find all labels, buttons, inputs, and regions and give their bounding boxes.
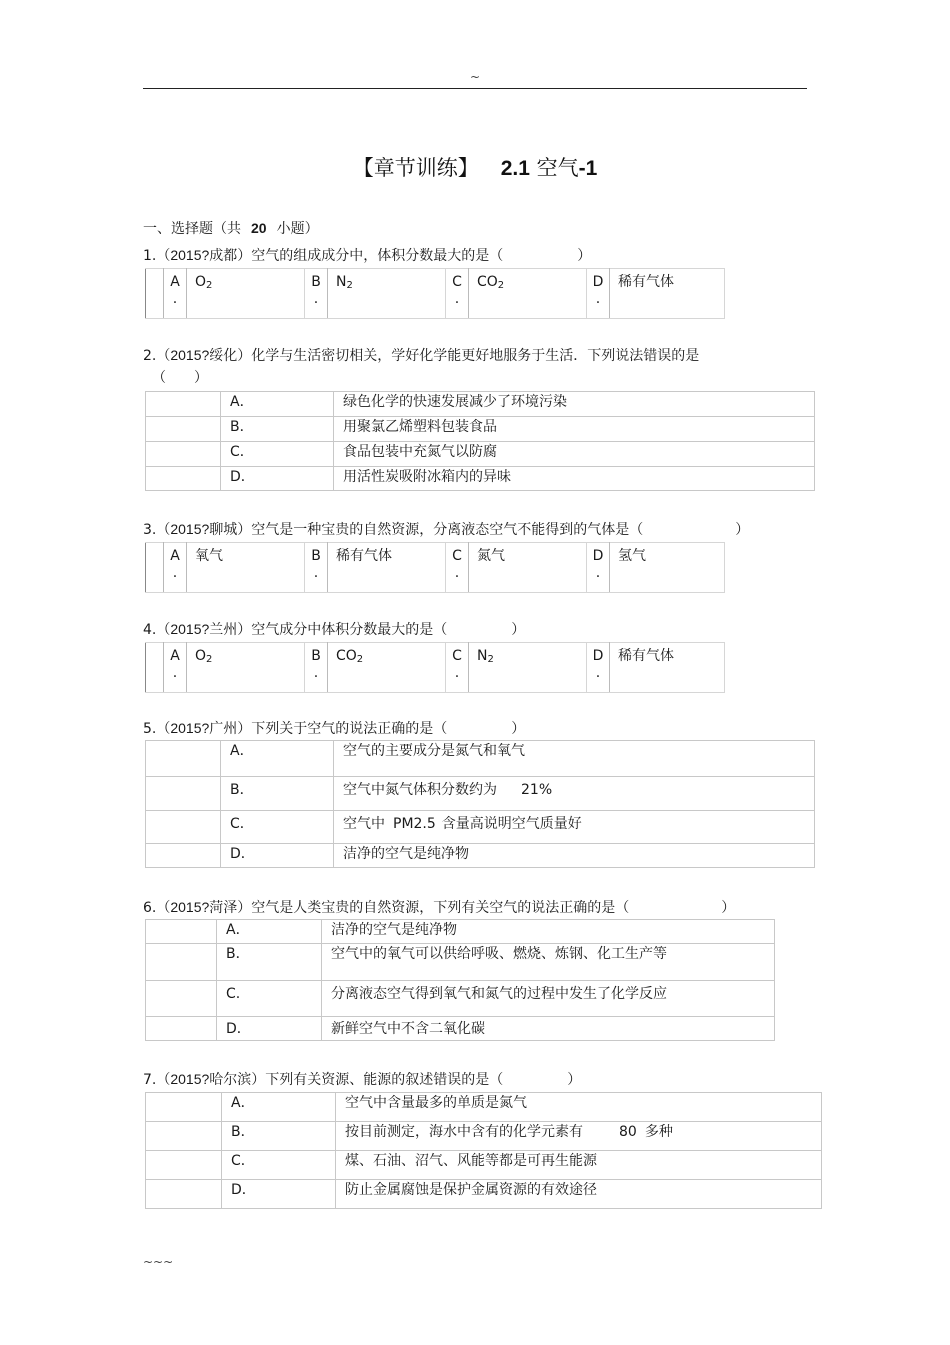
answer-close-paren: ） <box>567 1072 582 1088</box>
question-number: 1. <box>143 248 157 264</box>
options-table-6 <box>145 919 775 1041</box>
option-b-text[interactable]: 空气中的氧气可以供给呼吸、燃烧、炼钢、化工生产等 <box>322 944 775 981</box>
option-c-letter[interactable]: C． <box>221 811 334 844</box>
option-a-letter[interactable]: A . <box>164 543 187 593</box>
question-6 <box>143 896 735 919</box>
answer-close-paren: ） <box>735 522 750 538</box>
option-c-letter[interactable]: C. <box>217 981 322 1017</box>
options-table-4 <box>145 642 725 693</box>
option-d-text[interactable]: 防止金属腐蚀是保护金属资源的有效途径 <box>336 1180 822 1209</box>
section-count: 20 <box>251 220 267 236</box>
question-number: 5. <box>143 721 157 737</box>
option-c-text[interactable]: $N_2$ <box>469 643 587 693</box>
option-c-letter[interactable]: C． <box>222 1151 336 1180</box>
option-a-letter[interactable]: A . <box>164 269 187 319</box>
answer-close-paren: ） <box>511 622 526 638</box>
document-title <box>0 152 950 182</box>
option-a-text[interactable]: $O_2$ <box>187 269 305 319</box>
question-1 <box>143 244 591 267</box>
option-b-text[interactable]: $N_2$ <box>328 269 446 319</box>
header-rule <box>143 88 807 89</box>
option-d-text[interactable]: 用活性炭吸附冰箱内的异味 <box>334 467 815 491</box>
question-text: 空气成分中体积分数最大的是（ <box>251 622 448 638</box>
question-number: 4. <box>143 622 157 638</box>
options-table-2 <box>145 391 815 491</box>
options-table-1 <box>145 268 725 319</box>
option-c-text[interactable]: 食品包装中充氮气以防腐 <box>334 442 815 467</box>
header-mark: ~ <box>469 70 481 84</box>
option-c-text[interactable]: 分离液态空气得到氧气和氮气的过程中发生了化学反应 <box>322 981 775 1017</box>
question-3 <box>143 518 749 541</box>
question-source: （2015?兰州） <box>156 621 252 637</box>
option-b-text[interactable]: 稀有气体 <box>328 543 446 593</box>
option-a-text[interactable]: 洁净的空气是纯净物 <box>322 920 775 944</box>
option-a-text[interactable]: 空气中含量最多的单质是氮气 <box>336 1093 822 1122</box>
options-table-7 <box>145 1092 822 1209</box>
question-4 <box>143 618 525 641</box>
question-source: （2015?菏泽） <box>156 899 252 915</box>
option-b-letter[interactable]: B． <box>221 777 334 811</box>
option-c-text[interactable]: 煤、石油、沼气、风能等都是可再生能源 <box>336 1151 822 1180</box>
option-d-letter[interactable]: D． <box>221 844 334 868</box>
option-c-letter[interactable]: C . <box>446 269 469 319</box>
option-a-text[interactable]: 氧气 <box>187 543 305 593</box>
question-text: 下列有关资源、能源的叙述错误的是（ <box>265 1072 504 1088</box>
options-table-3 <box>145 542 725 593</box>
question-text: 下列关于空气的说法正确的是（ <box>251 721 448 737</box>
option-b-letter[interactable]: B . <box>305 543 328 593</box>
option-c-letter[interactable]: C． <box>221 442 334 467</box>
question-text: 空气的组成成分中，体积分数最大的是（ <box>251 248 504 264</box>
footer-mark: ~~~ <box>143 1255 174 1269</box>
option-c-text[interactable]: 氮气 <box>469 543 587 593</box>
option-b-text[interactable]: $CO_2$ <box>328 643 446 693</box>
option-d-letter[interactable]: D . <box>587 643 610 693</box>
section-label-pre: 一、选择题（共 <box>143 221 241 237</box>
option-a-letter[interactable]: A . <box>164 643 187 693</box>
option-c-letter[interactable]: C . <box>446 643 469 693</box>
section-label-post: 小题） <box>276 221 319 237</box>
option-a-letter[interactable]: A． <box>221 741 334 777</box>
question-source: （2015?聊城） <box>156 521 252 537</box>
option-d-letter[interactable]: D . <box>587 269 610 319</box>
question-text: 空气是一种宝贵的自然资源，分离液态空气不能得到的气体是（ <box>251 522 644 538</box>
option-b-text[interactable]: 空气中氮气体积分数约为 21% <box>334 777 815 811</box>
question-text: 空气是人类宝贵的自然资源，下列有关空气的说法正确的是（ <box>251 900 630 916</box>
title-suffix: -1 <box>578 157 598 180</box>
question-2 <box>143 344 699 367</box>
option-b-letter[interactable]: B． <box>221 417 334 442</box>
answer-close-paren: ） <box>721 900 736 916</box>
title-prefix: 【章节训练】 <box>352 156 479 180</box>
question-number: 2. <box>143 348 157 364</box>
option-b-letter[interactable]: B． <box>217 944 322 981</box>
option-d-letter[interactable]: D． <box>222 1180 336 1209</box>
question-number: 6. <box>143 900 157 916</box>
option-c-text[interactable]: $CO_2$ <box>469 269 587 319</box>
question-number: 3. <box>143 522 157 538</box>
option-b-text[interactable]: 按目前测定，海水中含有的化学元素有 80 多种 <box>336 1122 822 1151</box>
option-b-text[interactable]: 用聚氯乙烯塑料包装食品 <box>334 417 815 442</box>
section-heading <box>143 218 319 238</box>
question-text: 化学与生活密切相关，学好化学能更好地服务于生活．下列说法错误的是 <box>251 348 700 364</box>
option-d-letter[interactable]: D． <box>217 1017 322 1041</box>
question-2-continuation: （ ） <box>152 370 208 386</box>
option-a-text[interactable]: 空气的主要成分是氮气和氧气 <box>334 741 815 777</box>
options-table-5 <box>145 740 815 868</box>
question-source: （2015?绥化） <box>156 347 252 363</box>
option-d-text[interactable]: 新鲜空气中不含二氧化碳 <box>322 1017 775 1041</box>
question-7 <box>143 1068 581 1091</box>
question-source: （2015?成都） <box>156 247 252 263</box>
option-a-letter[interactable]: A． <box>221 392 334 417</box>
option-a-text[interactable]: 绿色化学的快速发展减少了环境污染 <box>334 392 815 417</box>
option-c-letter[interactable]: C . <box>446 543 469 593</box>
option-b-letter[interactable]: B . <box>305 643 328 693</box>
option-d-text[interactable]: 氢气 <box>610 543 725 593</box>
option-b-letter[interactable]: B． <box>222 1122 336 1151</box>
option-d-letter[interactable]: D． <box>221 467 334 491</box>
option-a-letter[interactable]: A． <box>217 920 322 944</box>
question-5 <box>143 717 525 740</box>
option-b-letter[interactable]: B . <box>305 269 328 319</box>
option-d-letter[interactable]: D . <box>587 543 610 593</box>
option-d-text[interactable]: 洁净的空气是纯净物 <box>334 844 815 868</box>
option-d-text[interactable]: 稀有气体 <box>610 643 725 693</box>
table-gutter <box>146 269 164 319</box>
question-number: 7. <box>143 1072 157 1088</box>
title-name: 空气 <box>536 156 579 180</box>
answer-close-paren: ） <box>577 248 592 264</box>
option-a-letter[interactable]: A． <box>222 1093 336 1122</box>
option-a-text[interactable]: $O_2$ <box>187 643 305 693</box>
question-source: （2015?哈尔滨） <box>156 1071 266 1087</box>
title-number: 2.1 <box>500 157 530 180</box>
answer-close-paren: ） <box>511 721 526 737</box>
option-c-text[interactable]: 空气中 PM2.5 含量高说明空气质量好 <box>334 811 815 844</box>
question-source: （2015?广州） <box>156 720 252 736</box>
option-d-text[interactable]: 稀有气体 <box>610 269 725 319</box>
